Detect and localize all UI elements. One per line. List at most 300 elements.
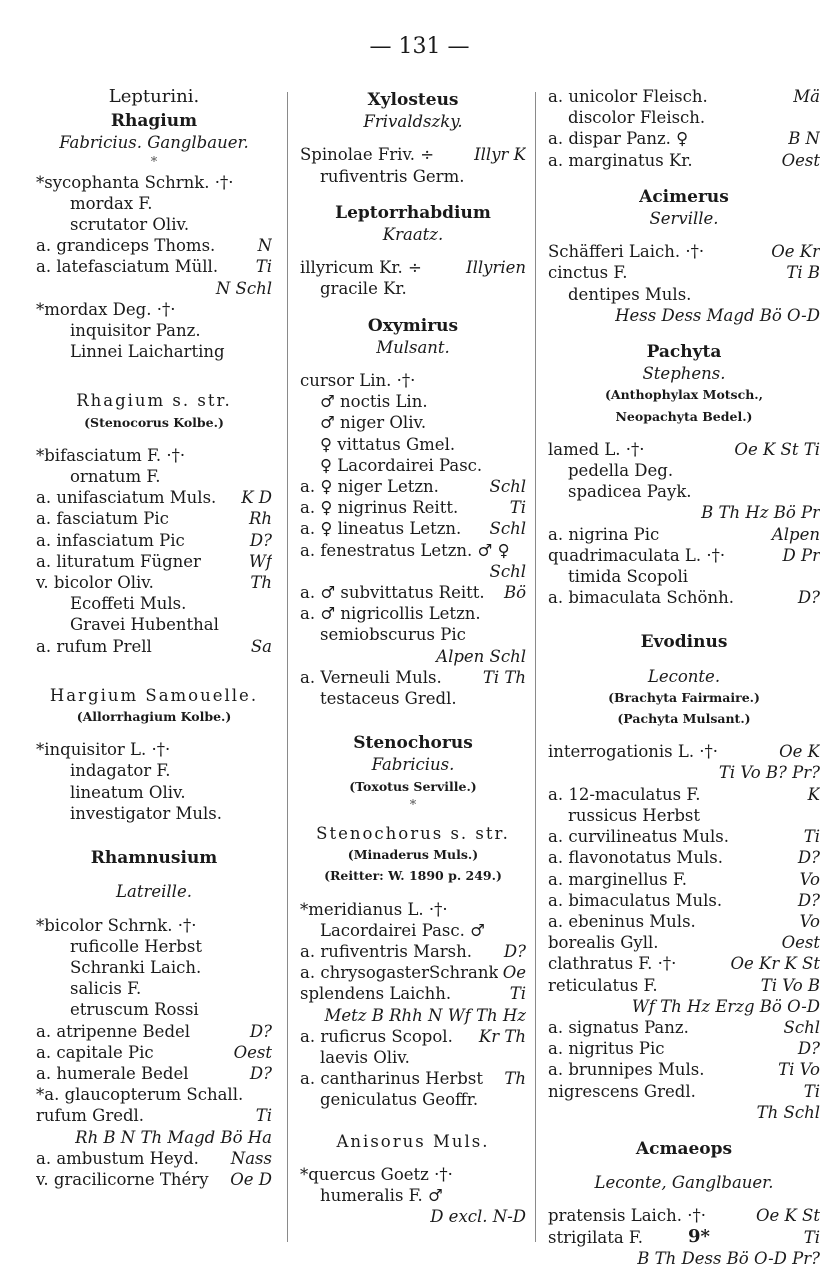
distribution-code: Th Schl <box>756 1102 820 1122</box>
species-entry <box>548 890 820 911</box>
species-entry <box>300 962 526 983</box>
taxon-name: a. flavonotatus Muls. <box>548 848 723 868</box>
synonym-entry: ornatum F. <box>70 467 161 487</box>
distribution-code: Bö <box>503 583 526 603</box>
distribution-code: Ti <box>509 984 526 1004</box>
distribution-code: Ti <box>255 257 272 277</box>
subgenus-heading: Anisorus Muls. <box>336 1131 490 1151</box>
synonym-entry: pedella Deg. <box>568 461 674 481</box>
distribution-code: Th <box>250 573 272 593</box>
distribution-code: Ti Vo B <box>760 975 820 995</box>
taxon-name: v. gracilicorne Théry <box>36 1169 209 1189</box>
synonym-entry: indagator F. <box>70 761 171 781</box>
subgenus-heading: Rhagium s. str. <box>76 391 232 411</box>
distribution-code: Oe D <box>230 1169 272 1189</box>
spacer <box>300 187 526 199</box>
taxon-name: a. ambustum Heyd. <box>36 1148 199 1168</box>
spacer <box>300 245 526 257</box>
spacer <box>300 1152 526 1164</box>
taxon-name: *bifasciatum F. ·†· <box>36 445 186 465</box>
spacer <box>300 132 526 144</box>
synonym-entry: Gravei Hubenthal <box>70 615 219 635</box>
taxon-name: reticulatus F. <box>548 975 658 995</box>
species-entry <box>548 932 820 953</box>
synonym-entry: semiobscurus Pic <box>320 625 466 645</box>
synonym-entry: gracile Kr. <box>320 279 407 299</box>
species-entry <box>36 1021 272 1042</box>
genus-author: Leconte. <box>647 666 721 686</box>
synonym-entry: ruficolle Herbst <box>70 936 202 956</box>
genus-author: Kraatz. <box>382 225 444 245</box>
species-entry <box>300 476 526 497</box>
spacer <box>300 358 526 370</box>
distribution-code: N Schl <box>215 278 272 298</box>
species-entry <box>36 299 272 320</box>
spacer <box>36 362 272 382</box>
species-entry <box>548 869 820 890</box>
taxon-name: a. ruficrus Scopol. <box>300 1026 453 1046</box>
distribution-code: Th <box>504 1069 526 1089</box>
distribution-code: D? <box>797 848 820 868</box>
species-entry <box>548 911 820 932</box>
taxon-name: clathratus F. ·†· <box>548 954 677 974</box>
synonym-entry: ♂ niger Oliv. <box>320 413 427 433</box>
distribution-code: Ti Vo B? Pr? <box>718 763 820 783</box>
species-entry <box>300 370 526 391</box>
taxon-name: a. humerale Bedel <box>36 1063 189 1083</box>
species-entry <box>300 1164 526 1185</box>
synonym-entry: salicis F. <box>70 979 142 999</box>
distribution-code: Ti <box>803 1081 820 1101</box>
taxon-name: strigilata F. <box>548 1227 644 1247</box>
species-entry <box>36 530 272 551</box>
synonym-entry: mordax F. <box>70 193 153 213</box>
species-entry <box>548 439 820 460</box>
species-entry <box>300 497 526 518</box>
genus-author: Fabricius. <box>371 755 455 775</box>
distribution-code: Vo <box>799 911 820 931</box>
taxon-name: quadrimaculata L. ·†· <box>548 545 726 565</box>
taxon-name: a. fenestratus Letzn. ♂ ♀ <box>300 540 510 560</box>
species-entry <box>36 1148 272 1169</box>
species-entry <box>300 646 526 667</box>
species-entry <box>36 1063 272 1084</box>
distribution-code: D? <box>249 1063 272 1083</box>
taxon-name: a. capitale Pic <box>36 1042 154 1062</box>
genus-heading: Evodinus <box>640 632 728 653</box>
page-number: — 131 — <box>369 34 470 59</box>
species-entry <box>300 667 526 688</box>
species-entry <box>548 502 820 523</box>
species-entry <box>300 540 526 561</box>
distribution-code: Wf Th Hz Erzg Bö O-D <box>631 996 820 1016</box>
taxon-name: a. ♂ nigricollis Letzn. <box>300 604 481 624</box>
genus-author: Leconte, Ganglbauer. <box>594 1173 774 1193</box>
species-entry <box>300 561 526 582</box>
distribution-code: B Th Hz Bö Pr <box>701 503 820 523</box>
synonym-note: (Pachyta Mulsant.) <box>617 711 751 727</box>
distribution-code: Oe Kr K St <box>730 954 820 974</box>
species-entry <box>36 1042 272 1063</box>
distribution-code: Schl <box>783 1017 820 1037</box>
synonym-note: Neopachyta Bedel.) <box>615 408 753 424</box>
genus-author: Fabricius. Ganglbauer. <box>59 133 249 153</box>
taxon-name: a. fasciatum Pic <box>36 509 169 529</box>
synonym-entry: ♀ vittatus Gmel. <box>320 434 456 454</box>
taxon-name: Schäfferi Laich. ·†· <box>548 242 705 262</box>
taxon-name: a. lituratum Fügner <box>36 551 201 571</box>
genus-heading: Xylosteus <box>367 90 459 110</box>
species-entry <box>300 582 526 603</box>
column-middle <box>300 86 526 1227</box>
distribution-code: Oe K St Ti <box>734 439 820 459</box>
genus-author: Latreille. <box>116 882 192 902</box>
taxon-name: illyricum Kr. ÷ <box>300 258 422 278</box>
taxon-name: a. unicolor Fleisch. <box>548 87 708 106</box>
taxon-name: pratensis Laich. ·†· <box>548 1206 706 1226</box>
distribution-code: D? <box>797 890 820 910</box>
column-left <box>36 86 272 1190</box>
species-entry <box>36 278 272 299</box>
synonym-entry: lineatum Oliv. <box>70 782 186 802</box>
synonym-entry: dentipes Muls. <box>568 284 692 304</box>
species-entry <box>548 826 820 847</box>
species-entry <box>548 1102 820 1123</box>
column-divider <box>287 92 288 1242</box>
synonym-entry: rufiventris Germ. <box>320 166 465 186</box>
synonym-entry: scrutator Oliv. <box>70 215 190 235</box>
distribution-code: D Pr <box>782 545 820 565</box>
distribution-code: Kr Th <box>478 1026 526 1046</box>
distribution-code: Nass <box>230 1148 272 1168</box>
synonym-entry: inquisitor Panz. <box>70 321 201 341</box>
distribution-code: D? <box>249 530 272 550</box>
species-entry <box>548 241 820 262</box>
species-entry <box>548 1227 820 1248</box>
spacer <box>36 869 272 881</box>
distribution-code: D? <box>797 588 820 608</box>
distribution-code: Rh B N Th Magd Bö Ha <box>75 1127 272 1147</box>
spacer <box>300 887 526 899</box>
synonym-entry: ♀ Lacordairei Pasc. <box>320 455 483 475</box>
species-entry <box>548 975 820 996</box>
taxon-name: a. rufiventris Marsh. <box>300 941 473 961</box>
subgenus-heading: Hargium Samouelle. <box>49 685 259 705</box>
taxon-name: a. ♀ niger Letzn. <box>300 477 439 497</box>
synonym-entry: timida Scopoli <box>568 567 689 587</box>
distribution-code: Oe <box>502 963 526 983</box>
species-entry <box>36 445 272 466</box>
distribution-code: Wf <box>248 551 272 571</box>
distribution-code: B Th Dess Bö O-D Pr? <box>637 1248 820 1268</box>
species-entry <box>548 128 820 149</box>
synonym-entry: ♂ noctis Lin. <box>320 392 428 412</box>
species-entry <box>548 86 820 107</box>
species-entry <box>36 1127 272 1148</box>
synonym-note: (Minaderus Muls.) <box>347 847 479 863</box>
spacer <box>548 427 820 439</box>
synonym-note: (Toxotus Serville.) <box>349 778 477 794</box>
species-entry <box>36 636 272 657</box>
synonym-entry: Ecoffeti Muls. <box>70 594 187 614</box>
synonym-entry: russicus Herbst <box>568 805 701 825</box>
species-entry <box>300 941 526 962</box>
taxon-name: *sycophanta Schrnk. ·†· <box>36 172 234 192</box>
genus-heading: Leptorrhabdium <box>335 202 491 223</box>
species-entry <box>548 1248 820 1269</box>
spacer <box>548 608 820 628</box>
taxon-name: a. bimaculata Schönh. <box>548 588 734 608</box>
species-entry <box>548 545 820 566</box>
species-entry <box>36 508 272 529</box>
species-entry <box>300 144 526 165</box>
distribution-code: Metz B Rhh N Wf Th Hz <box>324 1005 526 1025</box>
species-entry <box>36 256 272 277</box>
spacer <box>548 1193 820 1205</box>
synonym-entry: Linnei Laicharting <box>70 342 225 362</box>
species-entry <box>548 150 820 171</box>
spacer <box>548 326 820 338</box>
species-entry <box>548 587 820 608</box>
taxon-name: a. rufum Prell <box>36 636 152 656</box>
genus-author: Frivaldszky. <box>363 112 463 132</box>
distribution-code: K D <box>241 488 272 508</box>
synonym-entry: testaceus Gredl. <box>320 689 457 709</box>
taxon-name: a. signatus Panz. <box>548 1017 689 1037</box>
distribution-code: Illyr K <box>474 145 526 165</box>
distribution-code: Ti <box>803 1227 820 1247</box>
species-entry <box>36 739 272 760</box>
taxon-name: interrogationis L. ·†· <box>548 742 719 762</box>
synonym-entry: Schranki Laich. <box>70 957 202 977</box>
taxon-name: a. latefasciatum Müll. <box>36 257 219 277</box>
distribution-code: Ti Th <box>482 667 526 687</box>
distribution-code: Oest <box>781 933 820 953</box>
species-entry <box>300 603 526 624</box>
distribution-code: B N <box>788 129 820 149</box>
spacer <box>548 729 820 741</box>
taxon-name: v. bicolor Oliv. <box>36 573 154 593</box>
distribution-code: Oest <box>781 150 820 170</box>
genus-author: Serville. <box>649 209 719 229</box>
synonym-entry: investigator Muls. <box>70 803 222 823</box>
genus-heading: Stenochorus <box>353 733 473 754</box>
distribution-code: Schl <box>489 477 526 497</box>
taxon-name: *inquisitor L. ·†· <box>36 740 171 760</box>
genus-heading: Oxymirus <box>367 315 459 336</box>
taxon-name: rufum Gredl. <box>36 1106 145 1126</box>
taxon-name: a. atripenne Bedel <box>36 1021 191 1041</box>
synonym-entry: etruscum Rossi <box>70 1000 199 1020</box>
species-entry <box>548 847 820 868</box>
taxon-name: borealis Gyll. <box>548 933 659 953</box>
species-entry <box>300 257 526 278</box>
species-entry <box>548 953 820 974</box>
taxon-name: lamed L. ·†· <box>548 439 645 459</box>
species-entry <box>300 899 526 920</box>
spacer <box>36 657 272 677</box>
spacer <box>548 1123 820 1135</box>
taxon-name: a. ♂ subvittatus Reitt. <box>300 583 485 603</box>
species-entry <box>36 572 272 593</box>
spacer <box>548 171 820 183</box>
species-entry <box>300 983 526 1004</box>
distribution-code: Ti B <box>786 263 820 283</box>
species-entry <box>36 172 272 193</box>
distribution-code: Ti <box>509 498 526 518</box>
distribution-code: Rh <box>248 509 272 529</box>
distribution-code: D? <box>797 1039 820 1059</box>
genus-heading: Acmaeops <box>635 1138 733 1159</box>
taxon-name: a. grandiceps Thoms. <box>36 236 216 256</box>
distribution-code: Schl <box>489 561 526 581</box>
taxon-name: splendens Laichh. <box>300 984 452 1004</box>
taxon-name: a. 12-maculatus F. <box>548 784 701 804</box>
species-entry <box>548 784 820 805</box>
spacer <box>548 229 820 241</box>
taxon-name: a. ♀ lineatus Letzn. <box>300 519 462 539</box>
species-entry <box>548 1205 820 1226</box>
spacer <box>36 824 272 844</box>
taxon-name: a. infasciatum Pic <box>36 530 185 550</box>
genus-heading: Pachyta <box>646 342 722 363</box>
taxon-name: a. chrysogasterSchrank <box>300 963 499 983</box>
species-entry <box>548 1017 820 1038</box>
taxon-name: a. marginatus Kr. <box>548 150 693 170</box>
taxon-name: *meridianus L. ·†· <box>300 899 448 919</box>
taxon-name: *mordax Deg. ·†· <box>36 299 176 319</box>
taxon-name: a. marginellus F. <box>548 869 687 889</box>
spacer <box>36 903 272 915</box>
spacer <box>548 1160 820 1172</box>
species-entry <box>300 518 526 539</box>
separator-asterisk: * <box>150 154 158 170</box>
distribution-code: Oest <box>233 1042 272 1062</box>
species-entry <box>548 996 820 1017</box>
distribution-code: Alpen <box>771 524 820 544</box>
spacer <box>36 727 272 739</box>
synonym-entry: Lacordairei Pasc. ♂ <box>320 920 485 940</box>
column-divider <box>535 92 536 1242</box>
separator-asterisk: * <box>409 797 417 813</box>
species-entry <box>36 915 272 936</box>
distribution-code: Hess Dess Magd Bö O-D <box>615 305 820 325</box>
distribution-code: D? <box>249 1021 272 1041</box>
distribution-code: Illyrien <box>466 258 526 278</box>
taxon-name: a. Verneuli Muls. <box>300 667 442 687</box>
spacer <box>300 709 526 729</box>
genus-heading: Rhagium <box>110 111 198 132</box>
taxon-name: a. cantharinus Herbst <box>300 1069 483 1089</box>
taxon-name: a. ebeninus Muls. <box>548 911 696 931</box>
taxon-name: a. nigritus Pic <box>548 1039 665 1059</box>
taxon-name: a. ♀ nigrinus Reitt. <box>300 498 459 518</box>
genus-author: Stephens. <box>642 364 726 384</box>
species-entry <box>548 1059 820 1080</box>
species-entry <box>36 551 272 572</box>
species-entry <box>548 1038 820 1059</box>
synonym-note: (Brachyta Fairmaire.) <box>608 689 760 705</box>
synonym-entry: humeralis F. ♂ <box>320 1185 443 1205</box>
taxon-name: *quercus Goetz ·†· <box>300 1164 453 1184</box>
distribution-code: K <box>807 784 820 804</box>
synonym-entry: geniculatus Geoffr. <box>320 1090 479 1110</box>
species-entry <box>300 1026 526 1047</box>
spacer <box>548 654 820 666</box>
distribution-code: Vo <box>799 869 820 889</box>
synonym-note: (Anthophylax Motsch., <box>604 387 764 403</box>
taxon-name: cinctus F. <box>548 263 628 283</box>
species-entry <box>300 1005 526 1026</box>
species-entry <box>548 762 820 783</box>
taxon-name: a. curvilineatus Muls. <box>548 827 729 847</box>
species-entry <box>548 305 820 326</box>
spacer <box>36 433 272 445</box>
taxon-name: a. unifasciatum Muls. <box>36 488 217 508</box>
distribution-code: Sa <box>250 636 272 656</box>
synonym-entry: laevis Oliv. <box>320 1047 410 1067</box>
distribution-code: D? <box>503 941 526 961</box>
synonym-note: (Allorrhagium Kolbe.) <box>76 709 232 725</box>
taxon-name: a. dispar Panz. ♀ <box>548 129 689 149</box>
synonym-note: (Reitter: W. 1890 p. 249.) <box>324 868 502 884</box>
distribution-code: Alpen Schl <box>436 646 526 666</box>
species-entry <box>548 1081 820 1102</box>
spacer <box>300 300 526 312</box>
taxon-name: nigrescens Gredl. <box>548 1081 696 1101</box>
species-entry <box>36 235 272 256</box>
species-entry <box>548 262 820 283</box>
species-entry <box>36 1169 272 1190</box>
spacer <box>300 1111 526 1123</box>
taxon-name: *bicolor Schrnk. ·†· <box>36 915 197 935</box>
taxon-name: a. bimaculatus Muls. <box>548 890 723 910</box>
distribution-code: Mä <box>793 87 820 106</box>
distribution-code: Oe K <box>779 742 820 762</box>
distribution-code: Ti <box>803 827 820 847</box>
distribution-code: Schl <box>489 519 526 539</box>
distribution-code: Oe K St <box>755 1206 820 1226</box>
distribution-code: D excl. N-D <box>430 1207 526 1227</box>
species-entry <box>36 1084 272 1105</box>
taxon-name: a. brunnipes Muls. <box>548 1060 705 1080</box>
species-entry <box>300 1068 526 1089</box>
genus-heading: Rhamnusium <box>90 848 218 869</box>
taxon-name: a. nigrina Pic <box>548 524 660 544</box>
distribution-code: Oe Kr <box>771 242 820 262</box>
tribe-heading: Lepturini. <box>108 86 200 107</box>
species-entry <box>300 1206 526 1227</box>
subgenus-heading: Stenochorus s. str. <box>316 823 510 843</box>
species-entry <box>548 741 820 762</box>
synonym-note: (Stenocorus Kolbe.) <box>84 414 224 430</box>
column-right <box>548 86 820 1269</box>
species-entry <box>548 524 820 545</box>
taxon-name: *a. glaucopterum Schall. <box>36 1085 244 1105</box>
taxon-name: cursor Lin. ·†· <box>300 371 416 391</box>
signature-mark: 9* <box>688 1226 710 1247</box>
distribution-code: Ti Vo <box>778 1060 820 1080</box>
distribution-code: Ti <box>255 1106 272 1126</box>
genus-heading: Acimerus <box>639 186 729 207</box>
synonym-entry: spadicea Payk. <box>568 482 692 502</box>
distribution-code: N <box>257 236 272 256</box>
synonym-entry: discolor Fleisch. <box>568 108 706 128</box>
species-entry <box>36 1105 272 1126</box>
taxon-name: Spinolae Friv. ÷ <box>300 145 435 165</box>
species-entry <box>36 487 272 508</box>
genus-author: Mulsant. <box>376 337 450 357</box>
